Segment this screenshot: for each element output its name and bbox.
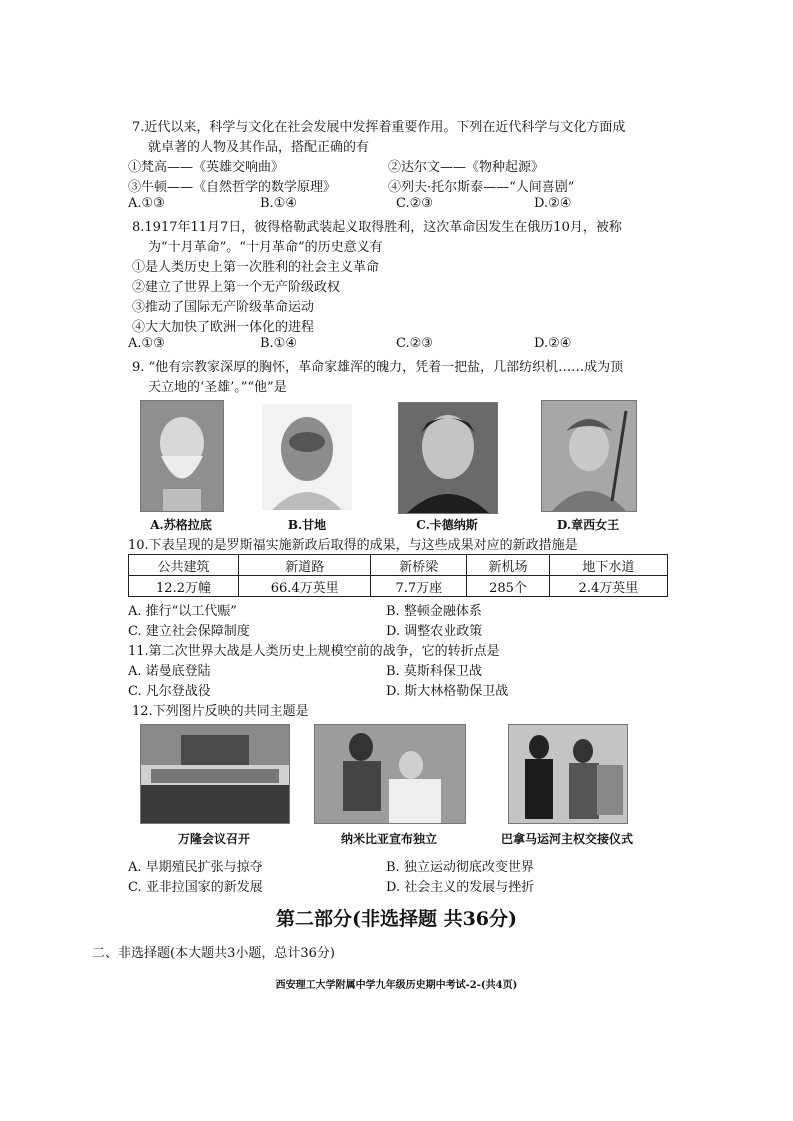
q8-option-a: A.①③	[128, 336, 165, 351]
q11-option-a: A. 诺曼底登陆	[128, 664, 211, 679]
q7-item4: ④列夫·托尔斯泰——“人间喜剧”	[388, 180, 575, 195]
q12-caption-1: 万隆会议召开	[177, 832, 250, 846]
q12-option-c: C. 亚非拉国家的新发展	[128, 880, 263, 895]
q10-option-c: C. 建立社会保障制度	[128, 624, 250, 639]
q8-item3: ③推动了国际无产阶级革命运动	[132, 300, 315, 315]
table-row	[129, 576, 668, 597]
q8-option-c: C.②③	[396, 336, 433, 351]
q7-stem-line2: 就卓著的人物及其作品，搭配正确的有	[148, 140, 370, 155]
table-cell: 285个	[467, 576, 550, 597]
q8-item1: ①是人类历史上第一次胜利的社会主义革命	[132, 260, 380, 275]
q10-stem: 10.下表呈现的是罗斯福实施新政后取得的成果，与这些成果对应的新政措施是	[128, 538, 578, 553]
q9-caption-d: D.章西女王	[556, 518, 620, 532]
page-footer: 西安理工大学附属中学九年级历史期中考试-2-(共4页)	[275, 980, 518, 991]
q9-caption-c: C.卡德纳斯	[416, 518, 478, 532]
q8-stem-line2: 为“十月革命”。“十月革命”的历史意义有	[148, 240, 383, 255]
q11-option-b: B. 莫斯科保卫战	[386, 664, 482, 679]
q7-stem-line1: 7.近代以来，科学与文化在社会发展中发挥着重要作用。下列在近代科学与文化方面成	[132, 120, 626, 135]
q7-option-c: C.②③	[396, 196, 433, 211]
q10-option-d: D. 调整农业政策	[386, 624, 483, 639]
table-cell: 2.4万英里	[549, 576, 667, 597]
q8-option-b: B.①④	[260, 336, 297, 351]
q12-option-d: D. 社会主义的发展与挫折	[386, 880, 535, 895]
q9-stem-line2: 天立地的‘圣雄’。”“他”是	[148, 380, 287, 395]
q7-item1: ①梵高——《英雄交响曲》	[128, 160, 285, 175]
q12-option-a: A. 早期殖民扩张与掠夺	[128, 860, 263, 875]
panama-canal-handover-photo	[508, 724, 628, 824]
socrates-portrait-image	[140, 400, 224, 512]
table-header-cell: 新机场	[467, 555, 550, 576]
q10-option-a: A. 推行“以工代赈”	[128, 604, 237, 619]
q10-option-b: B. 整顿金融体系	[386, 604, 482, 619]
q12-option-b: B. 独立运动彻底改变世界	[386, 860, 534, 875]
q7-item3: ③牛顿——《自然哲学的数学原理》	[128, 180, 337, 195]
q7-option-d: D.②④	[534, 196, 572, 211]
q8-item4: ④大大加快了欧洲一体化的进程	[132, 320, 315, 335]
q11-option-c: C. 凡尔登战役	[128, 684, 211, 699]
table-cell: 66.4万英里	[239, 576, 371, 597]
q11-stem: 11.第二次世界大战是人类历史上规模空前的战争，它的转折点是	[128, 644, 500, 659]
gandhi-portrait-image	[262, 404, 352, 510]
q7-option-b: B.①④	[260, 196, 297, 211]
new-deal-results-table	[128, 554, 668, 597]
namibia-independence-photo	[314, 724, 466, 824]
q8-item2: ②建立了世界上第一个无产阶级政权	[132, 280, 341, 295]
q9-stem-line1: 9. “他有宗教家深厚的胸怀，革命家雄浑的魄力，凭着一把盐，几部纺织机……成为顶	[132, 360, 624, 375]
table-header-cell: 地下水道	[549, 555, 667, 576]
part2-title: 第二部分(非选择题 共36分)	[275, 908, 518, 930]
q8-stem-line1: 8.1917年11月7日，彼得格勒武装起义取得胜利，这次革命因发生在俄历10月，被称	[132, 220, 622, 235]
table-header-cell: 新道路	[239, 555, 371, 576]
q7-option-a: A.①③	[128, 196, 165, 211]
bandung-conference-photo	[140, 724, 290, 824]
table-header-cell: 新桥梁	[371, 555, 467, 576]
cardenas-portrait-image	[398, 402, 498, 514]
rani-of-jhansi-portrait-image	[541, 400, 637, 512]
q12-stem: 12.下列图片反映的共同主题是	[132, 704, 309, 719]
q7-item2: ②达尔文——《物种起源》	[388, 160, 545, 175]
q12-caption-3: 巴拿马运河主权交接仪式	[500, 832, 633, 846]
table-cell: 12.2万幢	[129, 576, 239, 597]
q9-caption-a: A.苏格拉底	[150, 518, 212, 532]
part2-subtitle: 二、非选择题(本大题共3小题，总计36分)	[92, 946, 335, 961]
q8-option-d: D.②④	[534, 336, 572, 351]
q12-caption-2: 纳米比亚宣布独立	[340, 832, 437, 846]
q9-caption-b: B.甘地	[287, 518, 327, 532]
q11-option-d: D. 斯大林格勒保卫战	[386, 684, 509, 699]
table-header-row	[129, 555, 668, 576]
table-header-cell: 公共建筑	[129, 555, 239, 576]
table-cell: 7.7万座	[371, 576, 467, 597]
